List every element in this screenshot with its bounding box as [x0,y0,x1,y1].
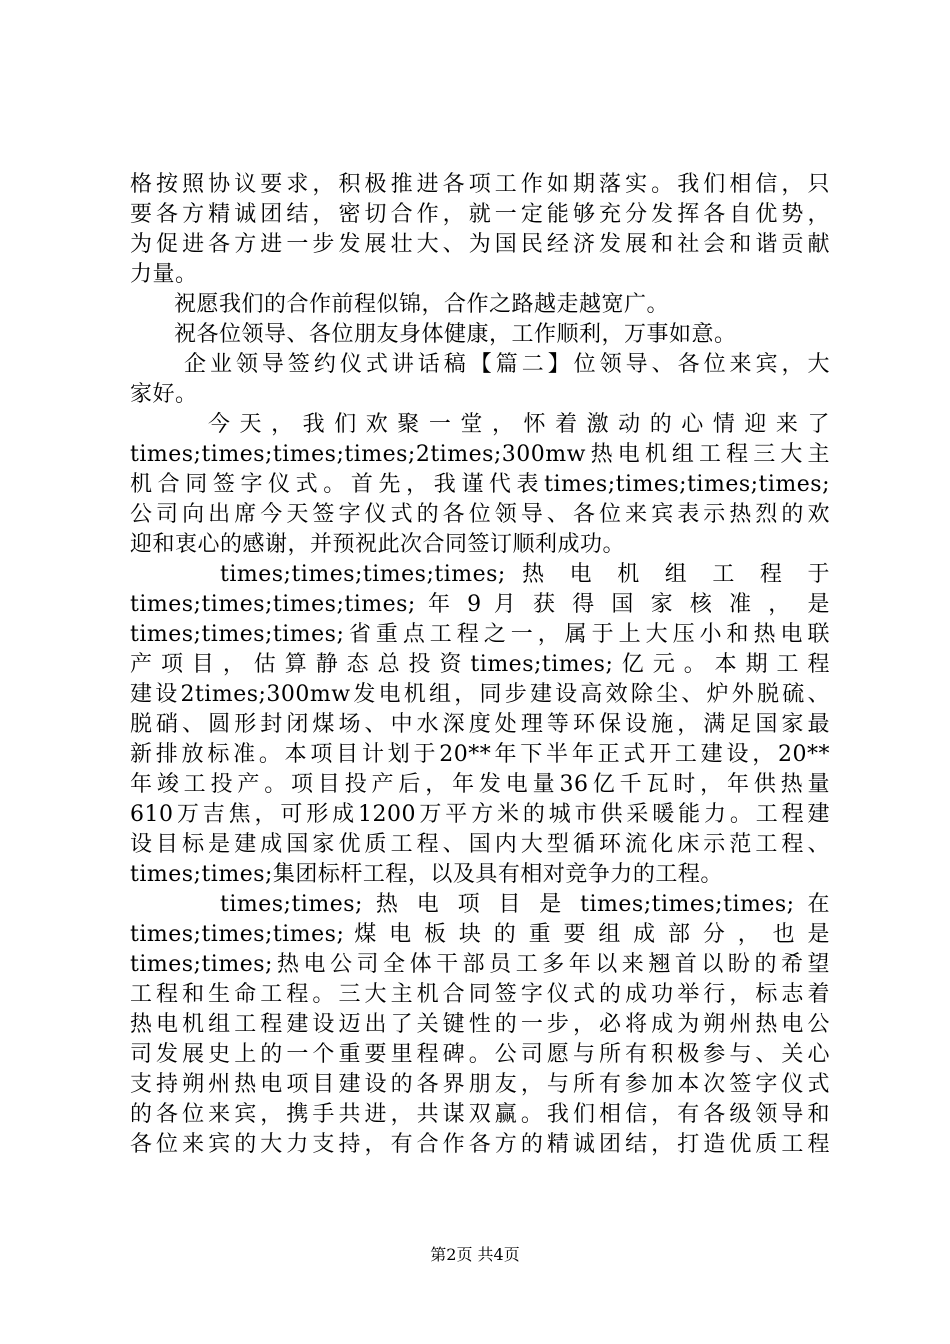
text-line: 为促进各方进一步发展壮大、为国民经济发展和社会和谐贡献 [130,232,830,257]
text-line: times;times;热电公司全体干部员工多年以来翘首以盼的希望 [130,952,830,977]
text-line: 的各位来宾，携手共进，共谋双赢。我们相信，有各级领导和 [130,1102,830,1127]
text-line: 各位来宾的大力支持，有合作各方的精诚团结，打造优质工程 [130,1132,830,1157]
text-line: 设目标是建成国家优质工程、国内大型循环流化床示范工程、 [130,832,830,857]
text-line: 企业领导签约仪式讲话稿【篇二】位领导、各位来宾，大 [184,352,830,377]
text-line: 建设2times;300mw发电机组，同步建设高效除尘、炉外脱硫、 [130,682,830,707]
text-line: 公司向出席今天签字仪式的各位领导、各位来宾表示热烈的欢 [130,502,830,527]
text-line: 今天，我们欢聚一堂，怀着激动的心情迎来了 [208,412,830,437]
text-line: 工程和生命工程。三大主机合同签字仪式的成功举行，标志着 [130,982,830,1007]
text-line: 格按照协议要求，积极推进各项工作如期落实。我们相信，只 [130,172,830,197]
text-line: 司发展史上的一个重要里程碑。公司愿与所有积极参与、关心 [130,1042,830,1067]
text-line: 祝各位领导、各位朋友身体健康，工作顺利，万事如意。 [174,322,737,347]
text-line: 热电机组工程建设迈出了关键性的一步，必将成为朔州热电公 [130,1012,830,1037]
text-line: 新排放标准。本项目计划于20**年下半年正式开工建设，20** [130,742,830,767]
text-line: times;times; 热 电 项 目 是 times;times;times; 在 [220,892,830,917]
text-line: times;times;times;省重点工程之一，属于上大压小和热电联 [130,622,830,647]
text-line: times;times;times;times; 年 9 月 获 得 国 家 核 准 ， 是 [130,592,830,617]
text-line: times;times;times;times;2times;300mw热电机组工程三大主 [130,442,830,467]
text-line: 产项目，估算静态总投资times;times;亿元。本期工程 [130,652,830,677]
page-footer: 第2页 共4页 [430,1245,520,1264]
text-line: times;times;times;times; 热 电 机 组 工 程 于 [220,562,830,587]
text-line: 迎和衷心的感谢，并预祝此次合同签订顺利成功。 [130,532,626,557]
text-line: 支持朔州热电项目建设的各界朋友，与所有参加本次签字仪式 [130,1072,830,1097]
document-body [130,170,830,1160]
text-line: times;times;times; 煤 电 板 块 的 重 要 组 成 部 分 ， 也 是 [130,922,830,947]
text-line: 要各方精诚团结，密切合作，就一定能够充分发挥各自优势， [130,202,830,227]
text-line: times;times;集团标杆工程，以及具有相对竞争力的工程。 [130,862,723,887]
text-line: 610万吉焦，可形成1200万平方米的城市供采暖能力。工程建 [130,802,830,827]
text-line: 家好。 [130,382,198,407]
text-line: 祝愿我们的合作前程似锦，合作之路越走越宽广。 [174,292,670,317]
text-line: 机合同签字仪式。首先，我谨代表times;times;times;times; [130,472,830,497]
text-line: 脱硝、圆形封闭煤场、中水深度处理等环保设施，满足国家最 [130,712,830,737]
text-line: 年竣工投产。项目投产后，年发电量36亿千瓦时，年供热量 [130,772,830,797]
text-line: 力量。 [130,262,198,287]
